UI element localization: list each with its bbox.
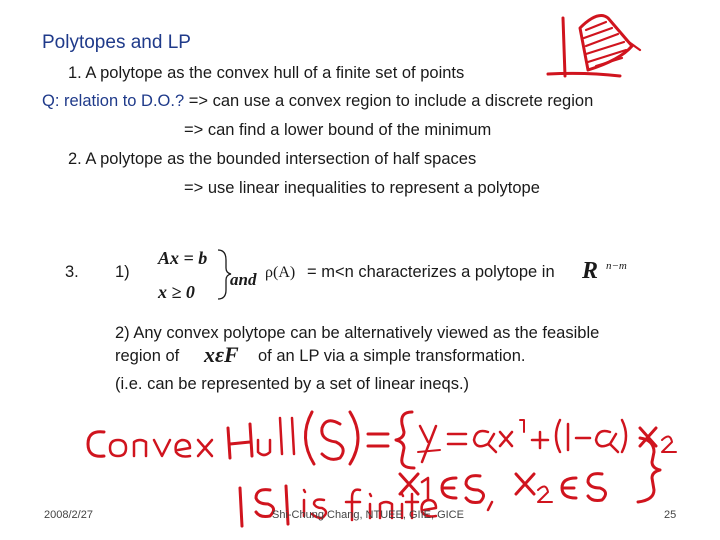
rank-condition: = m<n characterizes a polytope in [307, 263, 555, 281]
linear-ineq-line: => use linear inequalities to represent a polytope [184, 179, 540, 197]
and-word: and [230, 270, 257, 289]
item-3-sub-2-line-3: (i.e. can be represented by a set of linear ineqs.) [115, 375, 470, 393]
rank-symbol: ρ(A) [265, 264, 296, 281]
polytope-sketch [548, 16, 640, 76]
equality-constraint: Ax = b [158, 248, 208, 268]
point-1: 1. A polytope as the convex hull of a finite set of points [68, 64, 465, 82]
slide-title: Polytopes and LP [42, 32, 191, 53]
handwritten-membership [400, 474, 536, 499]
question-prefix: Q: relation to D.O.? [42, 92, 185, 110]
handwritten-convex-hull [88, 420, 420, 446]
nonneg-constraint: x ≥ 0 [158, 282, 195, 302]
feasible-set-symbol: xεF [204, 342, 239, 367]
lower-bound-line: => can find a lower bound of the minimum [184, 121, 492, 139]
point-2: 2. A polytope as the bounded intersection of half spaces [68, 150, 477, 168]
item-3-sub-1: 1) [115, 263, 130, 281]
item-3-sub-2-line-2b: of an LP via a simple transformation. [258, 347, 526, 365]
item-3-number: 3. [65, 263, 79, 281]
slide-number: 25 [664, 509, 677, 521]
real-space-exponent: n−m [606, 260, 627, 272]
item-3-sub-2-line-1: 2) Any convex polytope can be alternatively viewed as the feasible [115, 324, 600, 342]
footer-date: 2008/2/27 [44, 509, 93, 521]
real-space-symbol: R [582, 258, 599, 284]
question-rest: => can use a convex region to include a discrete region [184, 92, 594, 110]
item-3-sub-2-line-2a: region of [115, 347, 180, 365]
footer-author: Shi-Chung Chang, NTUEE, GIIE, GICE [272, 509, 464, 521]
